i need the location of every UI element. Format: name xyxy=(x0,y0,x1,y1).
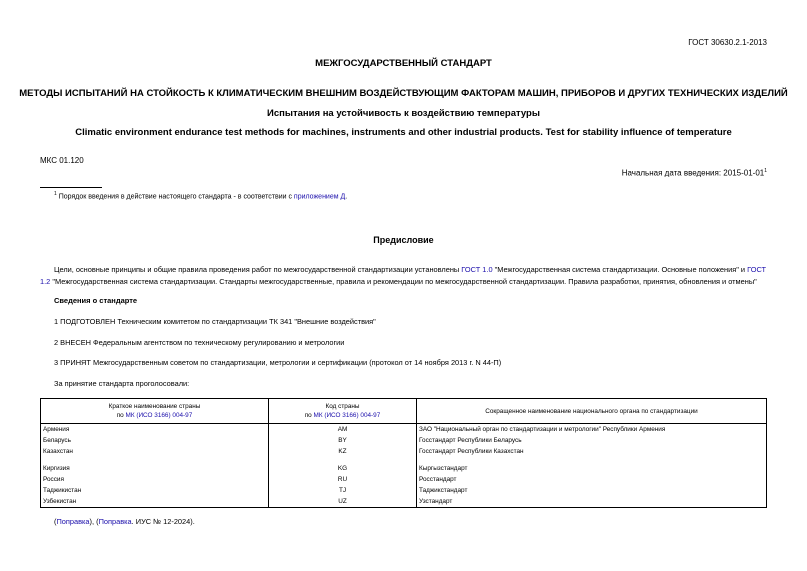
table-row xyxy=(41,424,767,436)
table-row xyxy=(41,446,767,457)
amendment-open: ( xyxy=(54,517,57,526)
country-name: Киргизия xyxy=(41,463,269,474)
preface-text-3: "Межгосударственная система стандартизации. Стандарты межгосударственные, правила и рекомендации по межгосударственной стандартизации. Правила разработки, принятия, обновления и отмены" xyxy=(50,277,757,286)
mks-code: МКС 01.120 xyxy=(40,156,84,165)
item-voted: За принятие стандарта проголосовали: xyxy=(54,379,190,388)
country-name: Таджикистан xyxy=(41,485,269,496)
header-country-name-text: Краткое наименование страны xyxy=(108,403,201,410)
gost-1-0-link[interactable]: ГОСТ 1.0 xyxy=(461,265,493,274)
header-country-code xyxy=(269,399,417,424)
country-name: Россия xyxy=(41,474,269,485)
standard-title: МЕТОДЫ ИСПЫТАНИЙ НА СТОЙКОСТЬ К КЛИМАТИЧЕСКИМ ВНЕШНИМ ВОЗДЕЙСТВУЮЩИМ ФАКТОРАМ МАШИН, ПРИБОРОВ И ДРУГИХ ТЕХНИЧЕСКИХ ИЗДЕЛИЙ xyxy=(19,88,788,99)
iso-3166-link[interactable]: МК (ИСО 3166) 004-97 xyxy=(125,412,193,419)
standard-info-heading: Сведения о стандарте xyxy=(54,296,138,305)
amendment-note xyxy=(54,517,195,526)
country-name: Узбекистан xyxy=(41,496,269,508)
footnote-text: Порядок введения в действие настоящего стандарта - в соответствии с xyxy=(56,193,294,201)
footnote-divider xyxy=(40,187,102,188)
appendix-d-link[interactable]: приложением Д xyxy=(293,193,346,201)
item-prepared: 1 ПОДГОТОВЛЕН Техническим комитетом по стандартизации ТК 341 "Внешние воздействия" xyxy=(54,317,376,326)
header-country-code-text: Код страны xyxy=(325,403,360,410)
table-row xyxy=(41,485,767,496)
amendment-link-2[interactable]: Поправка xyxy=(98,517,132,526)
document-code: ГОСТ 30630.2.1-2013 xyxy=(688,38,767,47)
interstate-standard-heading: МЕЖГОСУДАРСТВЕННЫЙ СТАНДАРТ xyxy=(315,58,492,69)
footnote-sup: 1 xyxy=(54,191,57,197)
national-body: Госстандарт Республики Казахстан xyxy=(417,446,767,457)
amendment-mid: ), ( xyxy=(89,517,99,526)
voting-countries-table xyxy=(40,398,767,508)
country-code: UZ xyxy=(269,496,417,508)
header-country-code-pre: по xyxy=(304,412,314,419)
header-country-name xyxy=(41,399,269,424)
header-country-name-pre: по xyxy=(116,412,126,419)
iso-3166-link[interactable]: МК (ИСО 3166) 004-97 xyxy=(313,412,381,419)
national-body: ЗАО "Национальный орган по стандартизации и метрологии" Республики Армения xyxy=(417,424,767,436)
country-code: RU xyxy=(269,474,417,485)
table-row xyxy=(41,463,767,474)
preface-heading: Предисловие xyxy=(373,235,434,245)
national-body: Госстандарт Республики Беларусь xyxy=(417,435,767,446)
national-body: Кыргызстандарт xyxy=(417,463,767,474)
footnote xyxy=(54,191,347,200)
country-name: Беларусь xyxy=(41,435,269,446)
preface-paragraph xyxy=(40,264,770,288)
gost-1-2-link[interactable]: ГОСТ 1.2 xyxy=(40,265,767,286)
preface-text-1: Цели, основные принципы и общие правила проведения работ по межгосударственной стандартизации установлены xyxy=(54,265,462,274)
introduction-date-text: Начальная дата введения: 2015-01-01 xyxy=(621,168,765,178)
preface-text-2: "Межгосударственная система стандартизации. Основные положения" и xyxy=(492,265,748,274)
country-code: AM xyxy=(269,424,417,436)
country-code: KG xyxy=(269,463,417,474)
country-code: BY xyxy=(269,435,417,446)
country-name: Казахстан xyxy=(41,446,269,457)
amendment-tail: . ИУС № 12-2024). xyxy=(131,517,195,526)
standard-title-english: Climatic environment endurance test methods for machines, instruments and other industrial products. Test for stability influence of temperature xyxy=(75,127,732,138)
item-adopted: 3 ПРИНЯТ Межгосударственным советом по стандартизации, метрологии и сертификации (протокол от 14 ноября 2013 г. N 44-П) xyxy=(54,358,502,367)
introduction-date xyxy=(622,168,767,178)
amendment-link-1[interactable]: Поправка xyxy=(56,517,90,526)
table-header-row xyxy=(41,399,767,424)
country-name: Армения xyxy=(41,424,269,436)
item-introduced: 2 ВНЕСЕН Федеральным агентством по техническому регулированию и метрологии xyxy=(54,338,345,347)
national-body: Росстандарт xyxy=(417,474,767,485)
footnote-end: . xyxy=(345,193,348,201)
table-row xyxy=(41,474,767,485)
country-code: TJ xyxy=(269,485,417,496)
footnote-marker: 1 xyxy=(764,168,767,174)
header-national-body: Сокращенное наименование национального органа по стандартизации xyxy=(417,399,767,424)
national-body: Узстандарт xyxy=(417,496,767,508)
country-code: KZ xyxy=(269,446,417,457)
national-body: Таджикстандарт xyxy=(417,485,767,496)
table-row xyxy=(41,496,767,508)
standard-subtitle: Испытания на устойчивость к воздействию температуры xyxy=(267,108,540,119)
table-row xyxy=(41,435,767,446)
